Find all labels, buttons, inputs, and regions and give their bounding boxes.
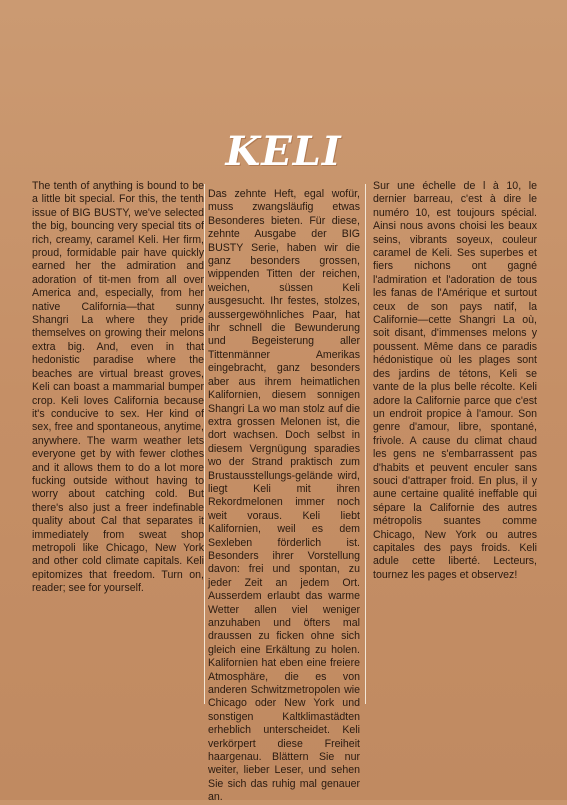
column-divider [365, 184, 366, 704]
english-column: The tenth of anything is bound to be a little bit special. For this, the tenth issue of BIG BUSTY, we've selected the big, bouncing very special tits of rich, creamy, caramel Keli. Her firm, proud, formidable pair have quickly earned her the admiration and adoration of tit-men from all over America and, especially, from her native California—that sunny Shangri La where they pride themselves on growing their melons extra big. And, even in that hedonistic paradise where the beaches are virtual breast groves, Keli can boast a mammarial bumper crop. Keli loves California because it's conducive to sex. Her kind of sex, free and spontaneous, anytime, anywhere. The warm weather lets everyone get by with fewer clothes and it allows them to do a lot more fucking outside without having to worry about catching cold. But there's also just a freer indefinable quality about Cal that separates it immediately from sweat shop metropoli like Chicago, New York and other cold climate capitals. Keli epitomizes that freedom. Turn on, reader; see for yourself. [32, 180, 204, 595]
french-column: Sur une échelle de l à 10, le dernier barreau, c'est à dire le numéro 10, est toujours spécial. Ainsi nous avons choisi les beaux seins, vibrants soyeux, couleur caramel de Keli. Ses superbes et fiers nichons ont gagné l'admiration et l'adoration de tous les fanas de l'Amérique et surtout ceux de son pays natif, la Californie—cette Shangri La où, soit disant, d'immenses melons y poussent. Même dans ce paradis hédonistique où les plages sont des jardins de tétons, Keli se vante de la plus belle récolte. Keli adore la Californie parce que c'est un endroit propice à l'amour. Son genre d'amour, libre, spontané, frivole. A cause du climat chaud les gens ne s'embarrassent pas d'habits et peuvent enculer sans souci d'attraper froid. En plus, il y aune certaine qualité ineffable qui sépare la Californie des autres métropolis suantes comme Chicago, New York ou autres capitales des pays froids. Keli adule cette liberté. Lecteurs, tournez les pages et observez! [373, 180, 537, 581]
german-column: Das zehnte Heft, egal wofür, muss zwangsläufig etwas Besonderes bieten. Für diese, zehnte Ausgabe der BIG BUSTY Serie, haben wir die ganz besonders grossen, wippenden Titten der reichen, weichen, süssen Keli ausgesucht. Ihr festes, stolzes, aussergewöhnliches Paar, hat ihr schnell die Bewunderung und Begeisterung aller Tittenmänner Amerikas eingebracht, ganz besonders aber aus ihrem heimatlichen Kalifornien, diesem sonnigen Shangri La wo man stolz auf die extra grossen Melonen ist, die dort wachsen. Doch selbst in diesem Vergnügung sparadies wo der Strand praktisch zum Brustausstellungs-gelände wird, liegt Keli mit ihren Rekordmelonen immer noch weit voraus. Keli liebt Kalifornien, weil es dem Sexleben förderlich ist. Besonders ihrer Vorstellung davon: frei und spontan, zu jeder Zeit an jedem Ort. Ausserdem erlaubt das warme Wetter allen viel weniger anzuhaben und öfters mal draussen zu ficken ohne sich gleich eine Erkältung zu holen. Kalifornien hat eben eine freiere Atmosphäre, die es von anderen Schwitzmetropolen wie Chicago oder New York und sonstigen Kaltklimastädten erheblich unterscheidet. Keli verkörpert diese Freiheit haargenau. Blättern Sie nur weiter, lieber Leser, und sehen Sie sich das ruhig mal genauer an. [208, 188, 360, 804]
page-title: KELI [225, 128, 342, 175]
column-divider [204, 184, 205, 704]
